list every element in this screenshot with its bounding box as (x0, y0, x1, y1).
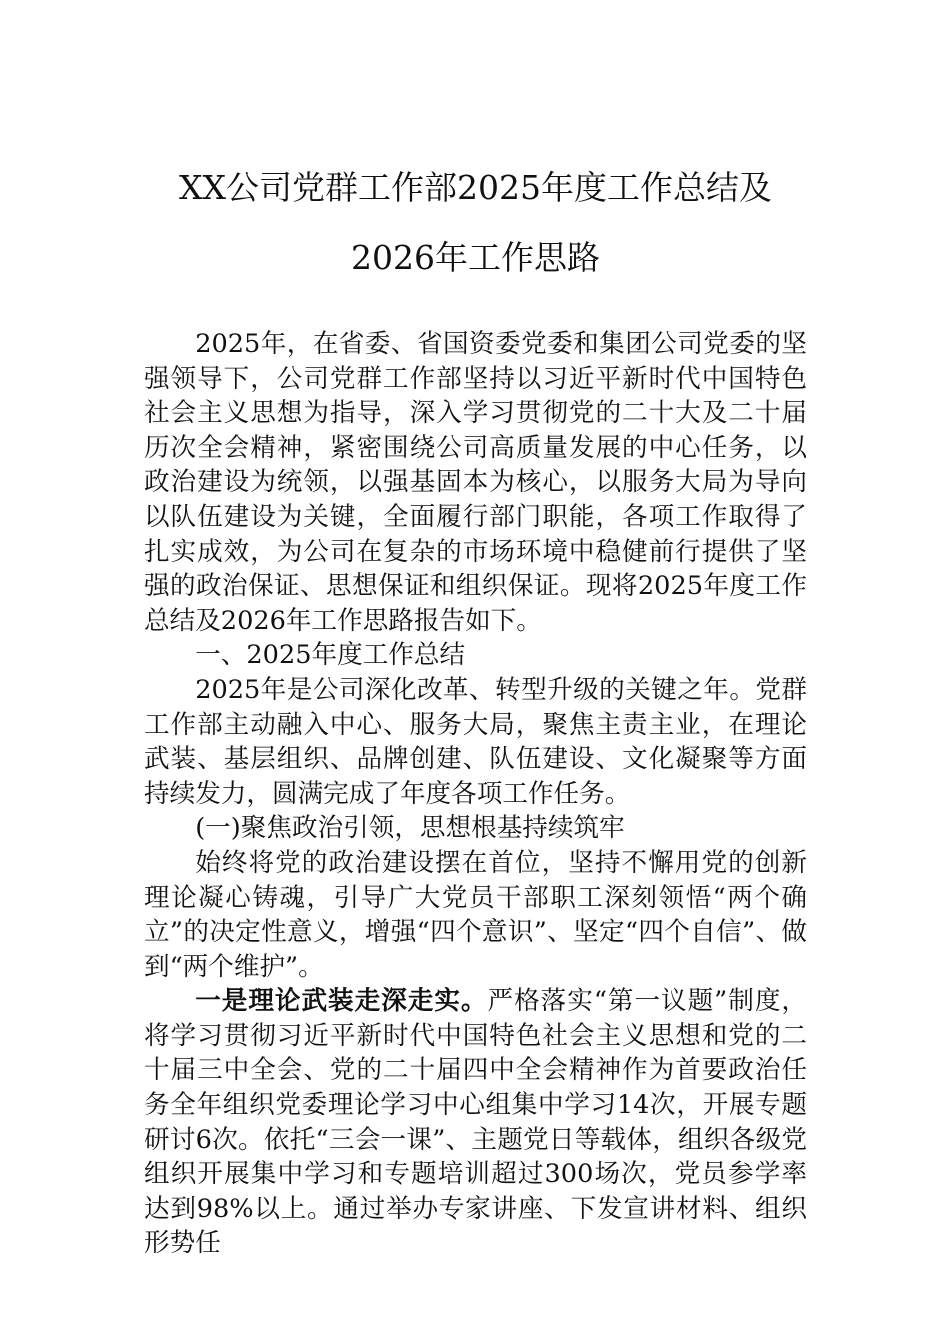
document-title (144, 153, 807, 293)
paragraph-text: 严格落实“第一议题”制度，将学习贯彻习近平新时代中国特色社会主义思想和党的二十届三中全会、党的二十届四中全会精神作为首要政治任务全年组织党委理论学习中心组集中学习14次，开展专题研讨6次。依托“三会一课”、主题党日等载体，组织各级党组织开展集中学习和专题培训超过300场次，党员参学率达到98%以上。通过举办专家讲座、下发宣讲材料、组织形势任 (144, 986, 807, 1259)
theory-paragraph (144, 984, 807, 1261)
document-body (144, 327, 807, 1261)
subsection-1-paragraph: 始终将党的政治建设摆在首位，坚持不懈用党的创新理论凝心铸魂，引导广大党员干部职工深刻领悟“两个确立”的决定性意义，增强“四个意识”、坚定“四个自信”、做到“两个维护”。 (144, 847, 807, 982)
title-line-2: 2026年工作思路 (351, 238, 600, 277)
subsection-heading-1: (一)聚焦政治引领，思想根基持续筑牢 (195, 813, 625, 844)
paragraph-lead: 一是理论武装走深走实。 (195, 986, 488, 1017)
intro-paragraph: 2025年，在省委、省国资委党委和集团公司党委的坚强领导下，公司党群工作部坚持以习近平新时代中国特色社会主义思想为指导，深入学习贯彻党的二十大及二十届历次全会精神，紧密围绕公司高质量发展的中心任务，以政治建设为统领，以强基固本为核心，以服务大局为导向以队伍建设为关键，全面履行部门职能，各项工作取得了扎实成效，为公司在复杂的市场环境中稳健前行提供了坚强的政治保证、思想保证和组织保证。现将2025年度工作总结及2026年工作思路报告如下。 (144, 329, 807, 636)
section-1-paragraph: 2025年是公司深化改革、转型升级的关键之年。党群工作部主动融入中心、服务大局，聚焦主责主业，在理论武装、基层组织、品牌创建、队伍建设、文化凝聚等方面持续发力，圆满完成了年度各项工作任务。 (144, 674, 807, 809)
title-line-1: XX公司党群工作部2025年度工作总结及 (179, 168, 772, 207)
section-heading-1: 一、2025年度工作总结 (195, 640, 466, 671)
